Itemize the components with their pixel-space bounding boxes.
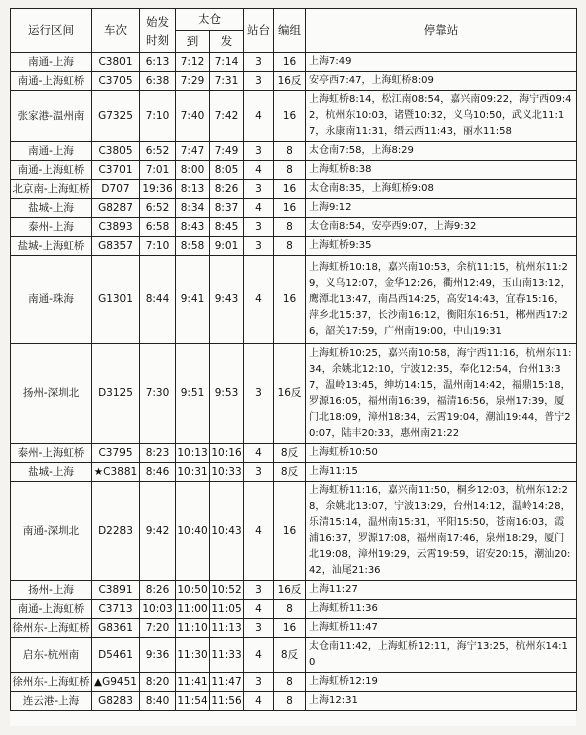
route-cell: 盐城-上海 (11, 463, 92, 482)
route-cell: 南通-上海虹桥 (11, 600, 92, 619)
platform-cell: 4 (244, 161, 274, 180)
stops-cell: 上海虹桥8:14，松江南08:54，嘉兴南09:22，海宁西09:42，杭州东10:03，诸暨10:32，义乌10:50，武义北11:17，永康南11:31，缙云西11:43，丽水11:58 (306, 91, 577, 142)
formation-cell: 8 (274, 218, 306, 237)
formation-cell: 8 (274, 692, 306, 711)
table-row (11, 218, 577, 237)
origin-departure-time-cell: 6:52 (140, 199, 176, 218)
departure-time-cell: 10:33 (210, 463, 244, 482)
stops-cell: 上海7:49 (306, 53, 577, 72)
departure-time-cell: 10:16 (210, 444, 244, 463)
formation-cell: 16反 (274, 581, 306, 600)
platform-cell: 3 (244, 180, 274, 199)
arrival-time-cell: 7:40 (176, 91, 210, 142)
platform-cell: 3 (244, 581, 274, 600)
origin-departure-time-cell: 8:23 (140, 444, 176, 463)
stops-cell: 太仓南7:58，上海8:29 (306, 142, 577, 161)
departure-time-cell: 7:31 (210, 72, 244, 91)
train-number-cell: D3125 (92, 344, 140, 444)
stops-cell: 上海虹桥10:50 (306, 444, 577, 463)
table-row (11, 91, 577, 142)
arrival-time-cell: 10:50 (176, 581, 210, 600)
route-cell: 南通-珠海 (11, 256, 92, 344)
arrival-time-cell: 11:54 (176, 692, 210, 711)
origin-departure-time-cell: 9:42 (140, 482, 176, 581)
stops-cell: 太仓南8:35，上海虹桥9:08 (306, 180, 577, 199)
route-cell: 泰州-上海虹桥 (11, 444, 92, 463)
arrival-time-cell: 9:51 (176, 344, 210, 444)
departure-time-cell: 11:13 (210, 619, 244, 638)
train-number-cell: G8287 (92, 199, 140, 218)
train-number-cell: C3713 (92, 600, 140, 619)
table-row (11, 237, 577, 256)
platform-cell: 4 (244, 692, 274, 711)
table-row (11, 444, 577, 463)
train-number-cell: C3795 (92, 444, 140, 463)
train-number-cell: G7325 (92, 91, 140, 142)
table-header (11, 9, 577, 53)
origin-departure-time-cell: 8:20 (140, 673, 176, 692)
platform-cell: 4 (244, 600, 274, 619)
header-station: 太仓 (176, 9, 244, 31)
platform-cell: 3 (244, 463, 274, 482)
table-row (11, 638, 577, 673)
stops-cell: 上海虹桥12:19 (306, 673, 577, 692)
platform-cell: 3 (244, 237, 274, 256)
stops-cell: 上海虹桥11:16，嘉兴南11:50，桐乡12:03，杭州东12:28，余姚北13:07，宁波13:29，台州14:12，温岭14:28，乐清15:14，温州南15:31，平阳15:50，苍南16:03，霞浦16:37，罗源17:08，福州南17:46，泉州18:29，厦门北19:08，漳州19:29，云霄19:59，诏安20:15，潮汕20:42，汕尾21:36 (306, 482, 577, 581)
origin-departure-time-cell: 7:10 (140, 91, 176, 142)
stops-cell: 安亭西7:47，上海虹桥8:09 (306, 72, 577, 91)
arrival-time-cell: 7:12 (176, 53, 210, 72)
table-row (11, 180, 577, 199)
table-row (11, 72, 577, 91)
departure-time-cell: 8:26 (210, 180, 244, 199)
platform-cell: 3 (244, 619, 274, 638)
formation-cell: 16 (274, 53, 306, 72)
platform-cell: 4 (244, 638, 274, 673)
stops-cell: 上海虹桥11:36 (306, 600, 577, 619)
table-row (11, 673, 577, 692)
platform-cell: 4 (244, 444, 274, 463)
route-cell: 启东-杭州南 (11, 638, 92, 673)
formation-cell: 16反 (274, 344, 306, 444)
formation-cell: 8 (274, 600, 306, 619)
arrival-time-cell: 10:13 (176, 444, 210, 463)
arrival-time-cell: 10:40 (176, 482, 210, 581)
formation-cell: 8 (274, 161, 306, 180)
train-number-cell: G8361 (92, 619, 140, 638)
formation-cell: 8反 (274, 463, 306, 482)
route-cell: 扬州-上海 (11, 581, 92, 600)
arrival-time-cell: 8:34 (176, 199, 210, 218)
departure-time-cell: 11:47 (210, 673, 244, 692)
formation-cell: 16 (274, 180, 306, 199)
route-cell: 泰州-上海 (11, 218, 92, 237)
train-number-cell: C3801 (92, 53, 140, 72)
arrival-time-cell: 10:31 (176, 463, 210, 482)
formation-cell: 16 (274, 619, 306, 638)
origin-departure-time-cell: 19:36 (140, 180, 176, 199)
origin-departure-time-cell: 8:26 (140, 581, 176, 600)
header-origin-departure: 始发时刻 (140, 9, 176, 53)
header-route: 运行区间 (11, 9, 92, 53)
table-row (11, 692, 577, 711)
route-cell: 南通-上海 (11, 142, 92, 161)
route-cell: 南通-上海虹桥 (11, 72, 92, 91)
route-cell: 北京南-上海虹桥 (11, 180, 92, 199)
train-number-cell: G8357 (92, 237, 140, 256)
formation-cell: 16 (274, 482, 306, 581)
departure-time-cell: 10:52 (210, 581, 244, 600)
table-row (11, 619, 577, 638)
origin-departure-time-cell: 6:13 (140, 53, 176, 72)
table-row (11, 53, 577, 72)
platform-cell: 3 (244, 72, 274, 91)
arrival-time-cell: 8:00 (176, 161, 210, 180)
stops-cell: 上海12:31 (306, 692, 577, 711)
platform-cell: 3 (244, 142, 274, 161)
route-cell: 南通-上海虹桥 (11, 161, 92, 180)
formation-cell: 8 (274, 142, 306, 161)
arrival-time-cell: 8:43 (176, 218, 210, 237)
formation-cell: 16 (274, 91, 306, 142)
origin-departure-time-cell: 8:46 (140, 463, 176, 482)
arrival-time-cell: 11:30 (176, 638, 210, 673)
route-cell: 南通-深圳北 (11, 482, 92, 581)
origin-departure-time-cell: 7:10 (140, 237, 176, 256)
route-cell: 南通-上海 (11, 53, 92, 72)
train-number-cell: D5461 (92, 638, 140, 673)
platform-cell: 3 (244, 344, 274, 444)
origin-departure-time-cell: 9:36 (140, 638, 176, 673)
origin-departure-time-cell: 7:30 (140, 344, 176, 444)
arrival-time-cell: 11:41 (176, 673, 210, 692)
train-number-cell: C3891 (92, 581, 140, 600)
header-formation: 编组 (274, 9, 306, 53)
stops-cell: 上海11:27 (306, 581, 577, 600)
origin-departure-time-cell: 7:01 (140, 161, 176, 180)
table-row (11, 142, 577, 161)
train-number-cell: G8283 (92, 692, 140, 711)
stops-cell: 上海虹桥9:35 (306, 237, 577, 256)
departure-time-cell: 7:42 (210, 91, 244, 142)
departure-time-cell: 8:37 (210, 199, 244, 218)
platform-cell: 4 (244, 199, 274, 218)
train-number-cell: ★C3881 (92, 463, 140, 482)
arrival-time-cell: 7:29 (176, 72, 210, 91)
train-number-cell: D707 (92, 180, 140, 199)
header-train: 车次 (92, 9, 140, 53)
origin-departure-time-cell: 6:38 (140, 72, 176, 91)
route-cell: 徐州东-上海虹桥 (11, 673, 92, 692)
origin-departure-time-cell: 6:52 (140, 142, 176, 161)
arrival-time-cell: 8:58 (176, 237, 210, 256)
stops-cell: 太仓南8:54，安亭西9:07，上海9:32 (306, 218, 577, 237)
departure-time-cell: 7:14 (210, 53, 244, 72)
formation-cell: 8 (274, 237, 306, 256)
departure-time-cell: 8:45 (210, 218, 244, 237)
arrival-time-cell: 11:00 (176, 600, 210, 619)
arrival-time-cell: 11:10 (176, 619, 210, 638)
route-cell: 连云港-上海 (11, 692, 92, 711)
route-cell: 张家港-温州南 (11, 91, 92, 142)
departure-time-cell: 9:53 (210, 344, 244, 444)
platform-cell: 4 (244, 91, 274, 142)
table-row (11, 482, 577, 581)
header-departure: 发 (210, 31, 244, 53)
route-cell: 扬州-深圳北 (11, 344, 92, 444)
platform-cell: 3 (244, 673, 274, 692)
departure-time-cell: 9:43 (210, 256, 244, 344)
stops-cell: 上海虹桥10:18，嘉兴南10:53，余杭11:15，杭州东11:29，义乌12:07，金华12:26，衢州12:49，玉山南13:12，鹰潭北13:47，南昌西14:25，高安14:43，宜春15:16，萍乡北15:37，长沙南16:12，衡阳东16:51，郴州西17:26，韶关17:59，广州南19:00，中山19:31 (306, 256, 577, 344)
timetable (10, 8, 577, 711)
platform-cell: 4 (244, 256, 274, 344)
origin-departure-time-cell: 10:03 (140, 600, 176, 619)
table-row (11, 344, 577, 444)
arrival-time-cell: 7:47 (176, 142, 210, 161)
header-arrival: 到 (176, 31, 210, 53)
formation-cell: 8 (274, 673, 306, 692)
table-row (11, 463, 577, 482)
train-number-cell: C3705 (92, 72, 140, 91)
platform-cell: 4 (244, 482, 274, 581)
arrival-time-cell: 8:13 (176, 180, 210, 199)
stops-cell: 太仓南11:42，上海虹桥12:11，海宁13:25，杭州东14:10 (306, 638, 577, 673)
train-number-cell: ▲G9451 (92, 673, 140, 692)
origin-departure-time-cell: 7:20 (140, 619, 176, 638)
stops-cell: 上海9:12 (306, 199, 577, 218)
table-row (11, 256, 577, 344)
timetable-sheet (10, 8, 576, 726)
stops-cell: 上海虹桥10:25，嘉兴南10:58，海宁西11:16，杭州东11:34，余姚北12:10，宁波12:35，奉化12:54，台州13:37，温岭13:45，绅坊14:15，温州南14:42，福鼎15:18，罗源16:05，福州南16:39，福清16:56，泉州17:39，厦门北18:09，漳州18:34，云霄19:04，潮汕19:44，普宁20:07，陆丰20:33，惠州南21:22 (306, 344, 577, 444)
departure-time-cell: 11:05 (210, 600, 244, 619)
train-number-cell: C3893 (92, 218, 140, 237)
formation-cell: 8反 (274, 444, 306, 463)
train-number-cell: G1301 (92, 256, 140, 344)
platform-cell: 3 (244, 53, 274, 72)
table-row (11, 161, 577, 180)
departure-time-cell: 10:43 (210, 482, 244, 581)
departure-time-cell: 9:01 (210, 237, 244, 256)
formation-cell: 16反 (274, 72, 306, 91)
departure-time-cell: 7:49 (210, 142, 244, 161)
stops-cell: 上海11:15 (306, 463, 577, 482)
table-row (11, 581, 577, 600)
arrival-time-cell: 9:41 (176, 256, 210, 344)
train-number-cell: C3805 (92, 142, 140, 161)
origin-departure-time-cell: 8:40 (140, 692, 176, 711)
route-cell: 徐州东-上海虹桥 (11, 619, 92, 638)
train-number-cell: D2283 (92, 482, 140, 581)
route-cell: 盐城-上海虹桥 (11, 237, 92, 256)
table-row (11, 199, 577, 218)
departure-time-cell: 11:33 (210, 638, 244, 673)
stops-cell: 上海虹桥11:47 (306, 619, 577, 638)
formation-cell: 16 (274, 256, 306, 344)
origin-departure-time-cell: 6:58 (140, 218, 176, 237)
table-body (11, 53, 577, 711)
formation-cell: 8反 (274, 638, 306, 673)
stops-cell: 上海虹桥8:38 (306, 161, 577, 180)
formation-cell: 16 (274, 199, 306, 218)
train-number-cell: C3701 (92, 161, 140, 180)
header-platform: 站台 (244, 9, 274, 53)
header-stops: 停靠站 (306, 9, 577, 53)
platform-cell: 3 (244, 218, 274, 237)
departure-time-cell: 8:05 (210, 161, 244, 180)
table-row (11, 600, 577, 619)
origin-departure-time-cell: 8:44 (140, 256, 176, 344)
departure-time-cell: 11:56 (210, 692, 244, 711)
route-cell: 盐城-上海 (11, 199, 92, 218)
